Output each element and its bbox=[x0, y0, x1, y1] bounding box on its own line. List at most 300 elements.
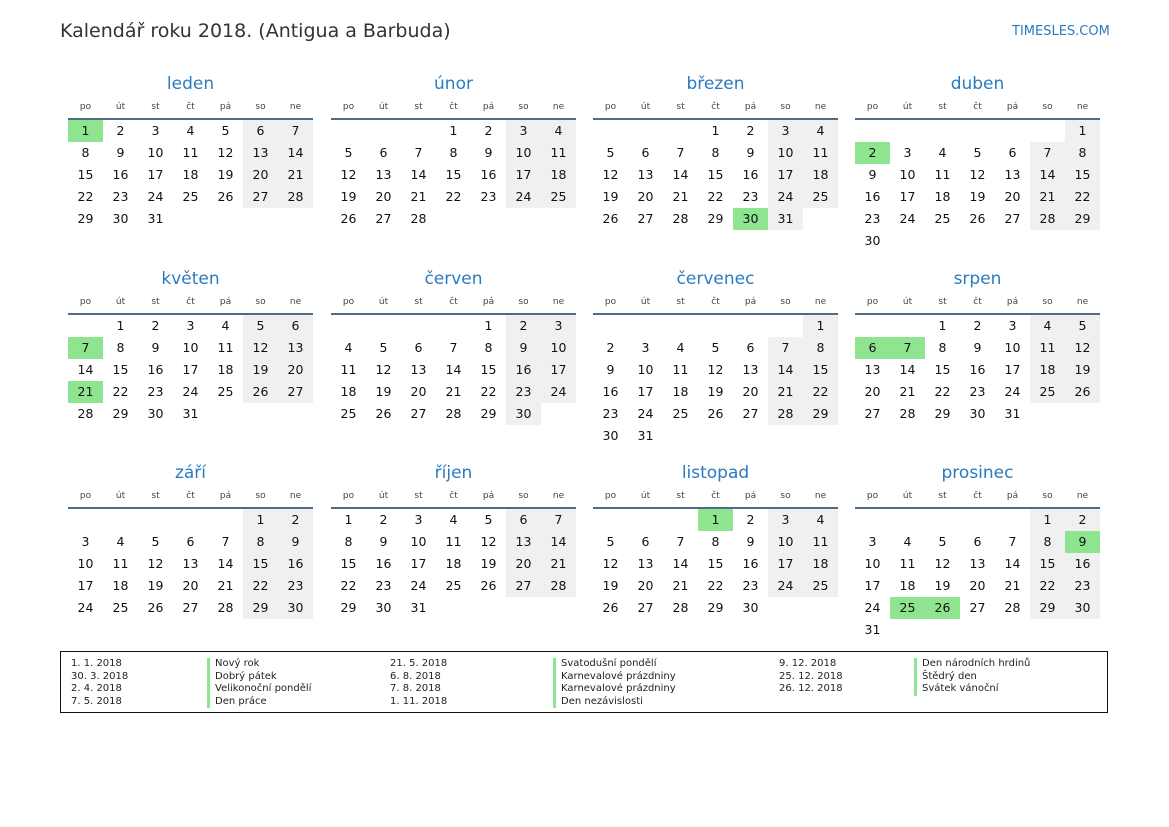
weekday-label: ne bbox=[552, 297, 565, 307]
weekday-label: pá bbox=[744, 491, 757, 501]
day-cell: 7 bbox=[278, 120, 313, 142]
day-cell: 17 bbox=[768, 553, 803, 575]
weekday-label: pá bbox=[744, 297, 757, 307]
day-cell: 27 bbox=[243, 186, 278, 208]
day-cell: 2 bbox=[484, 123, 493, 138]
weekday-label: čt bbox=[186, 102, 195, 112]
day-cell: 14 bbox=[672, 167, 689, 182]
day-cell: 7 bbox=[221, 534, 230, 549]
day-cell: 29 bbox=[77, 211, 94, 226]
day-cell: 23 bbox=[480, 189, 497, 204]
day-cell: 20 bbox=[637, 578, 654, 593]
day-cell: 10 bbox=[410, 534, 427, 549]
weekday-label: po bbox=[604, 102, 617, 112]
day-cell: 27 bbox=[1004, 211, 1021, 226]
weekday-label: ne bbox=[289, 102, 302, 112]
day-cell: 25 bbox=[340, 406, 357, 421]
day-cell: 24 bbox=[637, 406, 654, 421]
day-cell: 17 bbox=[410, 556, 427, 571]
day-cell: 30 bbox=[969, 406, 986, 421]
day-cell: 2 bbox=[746, 123, 755, 138]
day-cell: 18 bbox=[672, 384, 689, 399]
empty-cell bbox=[855, 509, 890, 531]
day-cell: 9 bbox=[278, 531, 313, 553]
day-cell: 24 bbox=[410, 578, 427, 593]
day-cell: 13 bbox=[375, 167, 392, 182]
day-cell: 20 bbox=[278, 359, 313, 381]
holiday-date: 25. 12. 2018 bbox=[779, 670, 843, 682]
day-cell: 14 bbox=[1004, 556, 1021, 571]
day-cell: 7 bbox=[676, 534, 685, 549]
day-cell: 5 bbox=[973, 145, 982, 160]
weekday-label: st bbox=[151, 102, 160, 112]
weekday-label: út bbox=[378, 491, 389, 501]
day-cell: 1 bbox=[449, 123, 458, 138]
day-cell: 15 bbox=[934, 362, 951, 377]
day-cell: 16 bbox=[864, 189, 881, 204]
holiday-day-cell: 7 bbox=[890, 337, 925, 359]
day-cell: 19 bbox=[602, 578, 619, 593]
day-cell: 27 bbox=[637, 211, 654, 226]
day-cell: 28 bbox=[278, 186, 313, 208]
site-link[interactable]: TIMESLES.COM bbox=[1012, 24, 1110, 39]
month-name: říjen bbox=[434, 463, 473, 483]
empty-cell bbox=[925, 509, 960, 531]
holiday-date: 26. 12. 2018 bbox=[779, 683, 843, 695]
day-cell: 7 bbox=[1008, 534, 1017, 549]
weekday-label: pá bbox=[482, 102, 495, 112]
month-name: srpen bbox=[953, 269, 1002, 289]
weekday-label: pá bbox=[1006, 491, 1019, 501]
day-cell: 26 bbox=[969, 211, 986, 226]
day-grid bbox=[68, 315, 313, 425]
day-cell: 29 bbox=[340, 600, 357, 615]
day-cell: 15 bbox=[445, 167, 462, 182]
weekday-header bbox=[68, 293, 313, 313]
day-cell: 14 bbox=[445, 362, 462, 377]
weekday-label: út bbox=[902, 491, 913, 501]
day-cell: 2 bbox=[506, 315, 541, 337]
day-cell: 15 bbox=[803, 359, 838, 381]
day-cell: 25 bbox=[1030, 381, 1065, 403]
weekday-header bbox=[855, 293, 1100, 313]
weekday-label: pá bbox=[744, 102, 757, 112]
day-cell: 14 bbox=[541, 531, 576, 553]
day-cell: 13 bbox=[506, 531, 541, 553]
day-cell: 19 bbox=[147, 578, 164, 593]
day-cell: 20 bbox=[182, 578, 199, 593]
day-cell: 3 bbox=[868, 534, 877, 549]
weekday-label: čt bbox=[711, 297, 720, 307]
day-cell: 2 bbox=[151, 318, 160, 333]
day-cell: 14 bbox=[278, 142, 313, 164]
day-cell: 16 bbox=[602, 384, 619, 399]
weekday-label: út bbox=[115, 102, 126, 112]
holiday-name: Den nezávislosti bbox=[553, 696, 643, 709]
empty-cell bbox=[925, 120, 960, 142]
day-cell: 6 bbox=[1008, 145, 1017, 160]
empty-cell bbox=[663, 509, 698, 531]
day-cell: 21 bbox=[1030, 186, 1065, 208]
day-cell: 31 bbox=[768, 208, 803, 230]
day-cell: 9 bbox=[484, 145, 493, 160]
holiday-date: 9. 12. 2018 bbox=[779, 658, 837, 669]
day-cell: 25 bbox=[803, 575, 838, 597]
day-cell: 5 bbox=[221, 123, 230, 138]
day-cell: 24 bbox=[864, 600, 881, 615]
weekday-header bbox=[68, 487, 313, 507]
day-cell: 18 bbox=[1030, 359, 1065, 381]
weekday-label: út bbox=[378, 102, 389, 112]
month-12 bbox=[855, 459, 1100, 641]
day-cell: 6 bbox=[746, 340, 755, 355]
day-cell: 29 bbox=[112, 406, 129, 421]
weekday-label: čt bbox=[449, 297, 458, 307]
day-cell: 22 bbox=[707, 578, 724, 593]
day-cell: 6 bbox=[641, 145, 650, 160]
empty-cell bbox=[593, 120, 628, 142]
day-cell: 26 bbox=[243, 381, 278, 403]
holiday-name: Svatodušní pondělí bbox=[553, 658, 656, 671]
day-cell: 3 bbox=[1008, 318, 1017, 333]
day-cell: 13 bbox=[410, 362, 427, 377]
day-cell: 28 bbox=[672, 600, 689, 615]
day-cell: 21 bbox=[541, 553, 576, 575]
day-cell: 2 bbox=[278, 509, 313, 531]
weekday-label: po bbox=[79, 102, 92, 112]
holiday-date: 7. 8. 2018 bbox=[390, 683, 441, 695]
day-cell: 17 bbox=[506, 164, 541, 186]
day-cell: 10 bbox=[637, 362, 654, 377]
day-cell: 18 bbox=[541, 164, 576, 186]
day-cell: 19 bbox=[340, 189, 357, 204]
day-cell: 14 bbox=[77, 362, 94, 377]
month-8 bbox=[855, 265, 1100, 425]
holiday-name: Štědrý den bbox=[914, 671, 977, 684]
day-grid bbox=[331, 120, 576, 230]
day-cell: 31 bbox=[1004, 406, 1021, 421]
day-grid bbox=[593, 509, 838, 619]
day-cell: 23 bbox=[864, 211, 881, 226]
day-cell: 4 bbox=[116, 534, 125, 549]
weekday-label: pá bbox=[1006, 297, 1019, 307]
weekday-label: út bbox=[640, 102, 651, 112]
weekday-label: ne bbox=[814, 491, 827, 501]
day-cell: 12 bbox=[375, 362, 392, 377]
weekday-label: so bbox=[780, 491, 791, 501]
weekday-label: st bbox=[676, 297, 685, 307]
day-cell: 21 bbox=[445, 384, 462, 399]
day-cell: 13 bbox=[969, 556, 986, 571]
day-cell: 15 bbox=[1065, 164, 1100, 186]
day-cell: 27 bbox=[278, 381, 313, 403]
day-cell: 20 bbox=[969, 578, 986, 593]
holiday-name: Velikonoční pondělí bbox=[207, 683, 311, 696]
holiday-name: Nový rok bbox=[207, 658, 259, 671]
day-cell: 22 bbox=[77, 189, 94, 204]
day-cell: 1 bbox=[1065, 120, 1100, 142]
day-cell: 30 bbox=[1065, 597, 1100, 619]
month-10 bbox=[331, 459, 576, 619]
day-cell: 15 bbox=[112, 362, 129, 377]
weekday-label: so bbox=[1042, 297, 1053, 307]
day-cell: 10 bbox=[541, 337, 576, 359]
day-cell: 18 bbox=[803, 164, 838, 186]
day-cell: 28 bbox=[541, 575, 576, 597]
day-cell: 9 bbox=[746, 145, 755, 160]
day-cell: 19 bbox=[243, 359, 278, 381]
day-cell: 6 bbox=[278, 315, 313, 337]
day-cell: 24 bbox=[541, 381, 576, 403]
day-cell: 9 bbox=[746, 534, 755, 549]
day-cell: 4 bbox=[803, 120, 838, 142]
weekday-label: so bbox=[255, 491, 266, 501]
holiday-day-cell: 26 bbox=[925, 597, 960, 619]
month-3 bbox=[593, 70, 838, 230]
weekday-label: út bbox=[902, 297, 913, 307]
weekday-header bbox=[855, 98, 1100, 118]
weekday-label: út bbox=[378, 297, 389, 307]
month-name: květen bbox=[161, 269, 220, 289]
weekday-label: st bbox=[414, 297, 423, 307]
day-cell: 11 bbox=[803, 531, 838, 553]
day-cell: 22 bbox=[934, 384, 951, 399]
day-cell: 9 bbox=[379, 534, 388, 549]
weekday-label: so bbox=[518, 297, 529, 307]
day-cell: 12 bbox=[217, 145, 234, 160]
day-cell: 9 bbox=[506, 337, 541, 359]
holiday-date: 30. 3. 2018 bbox=[71, 670, 129, 682]
day-cell: 24 bbox=[182, 384, 199, 399]
day-cell: 10 bbox=[77, 556, 94, 571]
day-cell: 21 bbox=[217, 578, 234, 593]
day-cell: 24 bbox=[768, 575, 803, 597]
day-cell: 5 bbox=[379, 340, 388, 355]
weekday-label: ne bbox=[814, 297, 827, 307]
day-cell: 26 bbox=[217, 189, 234, 204]
day-cell: 26 bbox=[480, 578, 497, 593]
day-cell: 29 bbox=[707, 211, 724, 226]
day-cell: 14 bbox=[899, 362, 916, 377]
weekday-label: so bbox=[518, 491, 529, 501]
weekday-label: st bbox=[151, 491, 160, 501]
day-cell: 4 bbox=[1030, 315, 1065, 337]
empty-cell bbox=[960, 509, 995, 531]
day-cell: 5 bbox=[1065, 315, 1100, 337]
month-name: únor bbox=[434, 74, 473, 94]
day-cell: 26 bbox=[375, 406, 392, 421]
day-cell: 6 bbox=[506, 509, 541, 531]
holiday-name: Karnevalové prázdniny bbox=[553, 683, 676, 696]
day-cell: 5 bbox=[243, 315, 278, 337]
day-cell: 4 bbox=[186, 123, 195, 138]
day-cell: 15 bbox=[707, 167, 724, 182]
weekday-label: ne bbox=[814, 102, 827, 112]
day-cell: 30 bbox=[602, 428, 619, 443]
weekday-label: po bbox=[342, 491, 355, 501]
weekday-label: čt bbox=[711, 102, 720, 112]
month-2 bbox=[331, 70, 576, 230]
day-cell: 17 bbox=[147, 167, 164, 182]
day-cell: 8 bbox=[803, 337, 838, 359]
weekday-label: ne bbox=[1076, 491, 1089, 501]
day-cell: 8 bbox=[1030, 531, 1065, 553]
day-cell: 13 bbox=[278, 337, 313, 359]
weekday-label: so bbox=[1042, 491, 1053, 501]
day-cell: 18 bbox=[803, 553, 838, 575]
weekday-label: po bbox=[604, 297, 617, 307]
weekday-label: st bbox=[938, 102, 947, 112]
weekday-label: út bbox=[640, 491, 651, 501]
day-cell: 29 bbox=[934, 406, 951, 421]
day-cell: 16 bbox=[969, 362, 986, 377]
day-grid bbox=[593, 120, 838, 230]
holiday-name: Karnevalové prázdniny bbox=[553, 671, 676, 684]
weekday-label: čt bbox=[186, 297, 195, 307]
empty-cell bbox=[138, 509, 173, 531]
day-cell: 22 bbox=[112, 384, 129, 399]
day-cell: 29 bbox=[480, 406, 497, 421]
day-cell: 28 bbox=[768, 403, 803, 425]
weekday-label: pá bbox=[219, 102, 232, 112]
day-cell: 13 bbox=[637, 167, 654, 182]
day-cell: 23 bbox=[375, 578, 392, 593]
day-cell: 28 bbox=[77, 406, 94, 421]
day-cell: 1 bbox=[116, 318, 125, 333]
empty-cell bbox=[68, 509, 103, 531]
day-cell: 3 bbox=[186, 318, 195, 333]
day-cell: 16 bbox=[147, 362, 164, 377]
weekday-label: čt bbox=[711, 491, 720, 501]
day-cell: 5 bbox=[151, 534, 160, 549]
weekday-label: po bbox=[79, 297, 92, 307]
day-cell: 13 bbox=[243, 142, 278, 164]
day-cell: 18 bbox=[340, 384, 357, 399]
day-cell: 2 bbox=[379, 512, 388, 527]
weekday-label: so bbox=[780, 102, 791, 112]
day-cell: 10 bbox=[768, 142, 803, 164]
day-cell: 6 bbox=[379, 145, 388, 160]
weekday-label: po bbox=[866, 102, 879, 112]
day-cell: 11 bbox=[340, 362, 357, 377]
page-title: Kalendář roku 2018. (Antigua a Barbuda) bbox=[60, 20, 451, 42]
day-cell: 23 bbox=[969, 384, 986, 399]
day-cell: 22 bbox=[707, 189, 724, 204]
holiday-day-cell: 6 bbox=[855, 337, 890, 359]
day-cell: 10 bbox=[506, 142, 541, 164]
day-cell: 1 bbox=[344, 512, 353, 527]
day-cell: 10 bbox=[1004, 340, 1021, 355]
day-cell: 22 bbox=[1065, 186, 1100, 208]
day-cell: 29 bbox=[803, 403, 838, 425]
weekday-label: čt bbox=[186, 491, 195, 501]
day-cell: 20 bbox=[375, 189, 392, 204]
empty-cell bbox=[68, 315, 103, 337]
day-cell: 15 bbox=[243, 553, 278, 575]
day-cell: 8 bbox=[344, 534, 353, 549]
day-cell: 30 bbox=[375, 600, 392, 615]
day-cell: 31 bbox=[864, 622, 881, 637]
day-cell: 12 bbox=[147, 556, 164, 571]
empty-cell bbox=[628, 315, 663, 337]
weekday-header bbox=[331, 98, 576, 118]
day-cell: 27 bbox=[864, 406, 881, 421]
empty-cell bbox=[663, 315, 698, 337]
day-cell: 29 bbox=[707, 600, 724, 615]
weekday-label: st bbox=[151, 297, 160, 307]
holiday-name: Svátek vánoční bbox=[914, 683, 999, 696]
weekday-label: st bbox=[938, 491, 947, 501]
day-cell: 31 bbox=[637, 428, 654, 443]
day-cell: 16 bbox=[742, 167, 759, 182]
day-cell: 6 bbox=[243, 120, 278, 142]
day-cell: 6 bbox=[186, 534, 195, 549]
day-cell: 30 bbox=[506, 403, 541, 425]
weekday-label: po bbox=[866, 491, 879, 501]
day-cell: 15 bbox=[480, 362, 497, 377]
day-cell: 18 bbox=[112, 578, 129, 593]
weekday-label: pá bbox=[482, 491, 495, 501]
day-cell: 5 bbox=[606, 145, 615, 160]
day-cell: 10 bbox=[147, 145, 164, 160]
day-cell: 13 bbox=[742, 362, 759, 377]
weekday-label: ne bbox=[289, 491, 302, 501]
day-cell: 25 bbox=[672, 406, 689, 421]
day-cell: 17 bbox=[182, 362, 199, 377]
day-cell: 21 bbox=[1004, 578, 1021, 593]
day-cell: 20 bbox=[1004, 189, 1021, 204]
month-5 bbox=[68, 265, 313, 425]
weekday-label: pá bbox=[1006, 102, 1019, 112]
day-grid bbox=[331, 509, 576, 619]
day-cell: 13 bbox=[637, 556, 654, 571]
day-cell: 4 bbox=[676, 340, 685, 355]
weekday-header bbox=[855, 487, 1100, 507]
empty-cell bbox=[890, 509, 925, 531]
day-cell: 7 bbox=[1030, 142, 1065, 164]
day-grid bbox=[855, 120, 1100, 252]
day-cell: 15 bbox=[707, 556, 724, 571]
day-cell: 17 bbox=[637, 384, 654, 399]
day-cell: 1 bbox=[484, 318, 493, 333]
day-cell: 10 bbox=[864, 556, 881, 571]
month-1 bbox=[68, 70, 313, 230]
day-cell: 21 bbox=[768, 381, 803, 403]
holiday-name: Den práce bbox=[207, 696, 267, 709]
empty-cell bbox=[401, 315, 436, 337]
holiday-date: 21. 5. 2018 bbox=[390, 658, 448, 669]
weekday-label: čt bbox=[449, 491, 458, 501]
day-cell: 28 bbox=[1004, 600, 1021, 615]
day-cell: 25 bbox=[934, 211, 951, 226]
day-cell: 16 bbox=[506, 359, 541, 381]
weekday-header bbox=[593, 293, 838, 313]
empty-cell bbox=[733, 315, 768, 337]
day-cell: 3 bbox=[541, 315, 576, 337]
day-cell: 12 bbox=[707, 362, 724, 377]
day-cell: 11 bbox=[541, 142, 576, 164]
day-cell: 29 bbox=[243, 597, 278, 619]
weekday-header bbox=[68, 98, 313, 118]
month-name: duben bbox=[950, 74, 1005, 94]
day-cell: 21 bbox=[672, 189, 689, 204]
day-cell: 1 bbox=[803, 315, 838, 337]
weekday-label: so bbox=[255, 102, 266, 112]
day-cell: 20 bbox=[864, 384, 881, 399]
day-cell: 26 bbox=[340, 211, 357, 226]
day-cell: 8 bbox=[81, 145, 90, 160]
day-cell: 26 bbox=[602, 211, 619, 226]
